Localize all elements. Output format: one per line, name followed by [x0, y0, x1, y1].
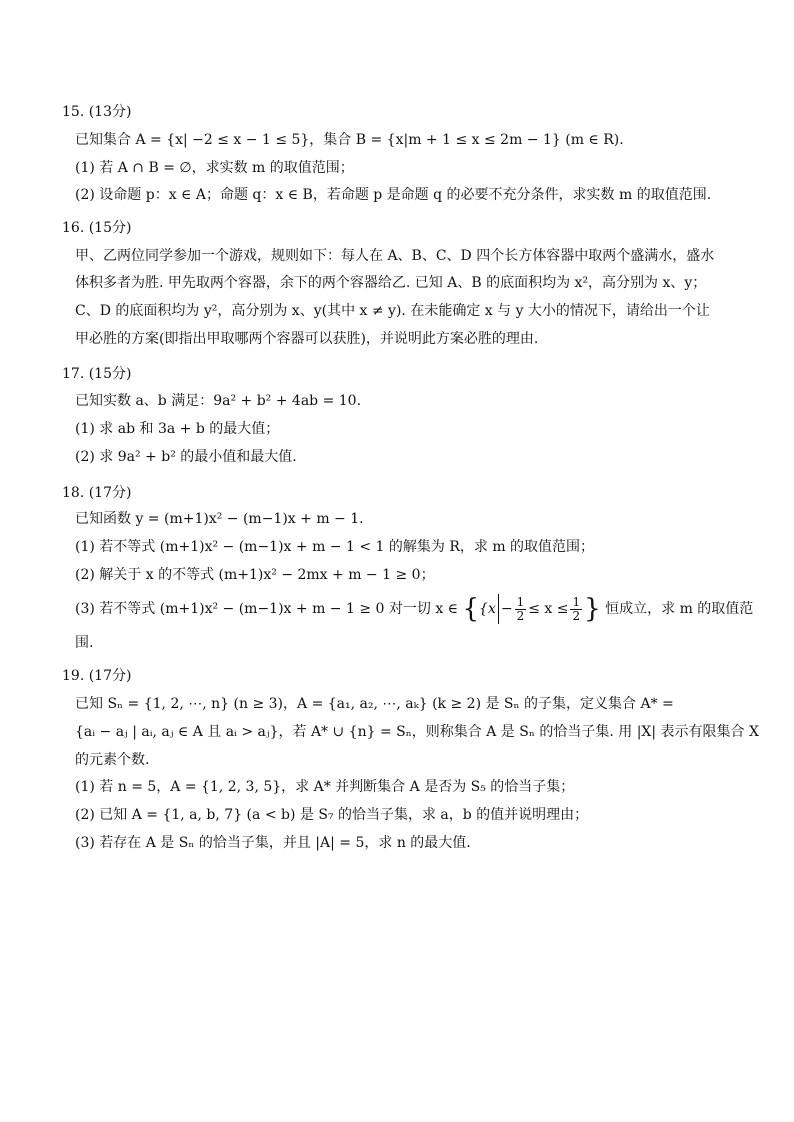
set-variable: {x: [479, 601, 496, 617]
problem-18-heading: 18. (17分): [62, 485, 132, 501]
problem-19-line-2: {aᵢ − aⱼ | aᵢ, aⱼ ∈ A 且 aᵢ > aⱼ}，若 A* ∪ {n} = Sₙ，则称集合 A 是 Sₙ 的恰当子集. 用 |X| 表示有限集合 X: [75, 724, 759, 740]
problem-16-line-3: C、D 的底面积均为 y²，高分别为 x、y(其中 x ≠ y). 在未能确定 x 与 y 大小的情况下，请给出一个让: [75, 303, 710, 319]
minus-sign: −: [500, 601, 513, 617]
fraction-denominator: 2: [516, 608, 525, 623]
problem-19-line-4: (1) 若 n = 5，A = {1, 2, 3, 5}，求 A* 并判断集合 A 是否为 S₅ 的恰当子集；: [75, 779, 575, 795]
inequality-range: ≤ x ≤: [528, 601, 569, 617]
problem-15-heading: 15. (13分): [62, 104, 132, 120]
set-divider: [498, 594, 499, 624]
problem-17-line-1: 已知实数 a、b 满足：9a² + b² + 4ab = 10.: [75, 393, 362, 409]
problem-19-heading: 19. (17分): [62, 668, 132, 684]
problem-15-line-1: 已知集合 A = {x| −2 ≤ x − 1 ≤ 5}，集合 B = {x|m + 1 ≤ x ≤ 2m − 1} (m ∈ R).: [75, 132, 624, 148]
problem-18-line-1: 已知函数 y = (m+1)x² − (m−1)x + m − 1.: [75, 511, 364, 527]
problem-17-heading: 17. (15分): [62, 366, 132, 382]
problem-18-line-3: (2) 解关于 x 的不等式 (m+1)x² − 2mx + m − 1 ≥ 0；: [75, 567, 435, 583]
problem-18-line-5: 围.: [75, 635, 94, 651]
problem-18-line-4: [75, 592, 753, 626]
problem-16-line-1: 甲、乙两位同学参加一个游戏，规则如下：每人在 A、B、C、D 四个长方体容器中取两个盛满水，盛水: [75, 248, 715, 264]
problem-19-line-6: (3) 若存在 A 是 Sₙ 的恰当子集，并且 |A| = 5，求 n 的最大值.: [75, 835, 471, 851]
problem-16-line-2: 体积多者为胜. 甲先取两个容器，余下的两个容器给乙. 已知 A、B 的底面积均为 x²，高分别为 x、y；: [75, 275, 707, 291]
problem-19-line-1: 已知 Sₙ = {1, 2, ⋯, n} (n ≥ 3)，A = {a₁, a₂, ⋯, aₖ} (k ≥ 2) 是 Sₙ 的子集，定义集合 A* =: [75, 696, 674, 712]
problem-18-part3-prefix: (3) 若不等式 (m+1)x² − (m−1)x + m − 1 ≥ 0 对一切 x ∈: [75, 601, 459, 617]
problem-16-line-4: 甲必胜的方案(即指出甲取哪两个容器可以获胜)，并说明此方案必胜的理由.: [75, 331, 539, 347]
problem-19-line-3: 的元素个数.: [75, 752, 150, 768]
problem-15-line-2: (1) 若 A ∩ B = ∅，求实数 m 的取值范围；: [75, 160, 354, 176]
problem-17-line-2: (1) 求 ab 和 3a + b 的最大值；: [75, 421, 280, 437]
fraction-one-half-right: [570, 596, 582, 623]
fraction-numerator: 1: [516, 594, 525, 609]
problem-18-part3-suffix: 恒成立，求 m 的取值范: [605, 601, 754, 617]
problem-15-line-3: (2) 设命题 p：x ∈ A；命题 q：x ∈ B，若命题 p 是命题 q 的必要不充分条件，求实数 m 的取值范围.: [75, 187, 712, 203]
problem-17-line-3: (2) 求 9a² + b² 的最小值和最大值.: [75, 449, 297, 465]
fraction-numerator: 1: [572, 594, 581, 609]
problem-16-heading: 16. (15分): [62, 220, 132, 236]
fraction-one-half-left: [515, 596, 527, 623]
problem-19-line-5: (2) 已知 A = {1, a, b, 7} (a < b) 是 S₇ 的恰当子集，求 a，b 的值并说明理由；: [75, 807, 589, 823]
problem-18-line-2: (1) 若不等式 (m+1)x² − (m−1)x + m − 1 < 1 的解集为 R，求 m 的取值范围；: [75, 539, 595, 555]
set-close-brace: }: [584, 594, 601, 624]
fraction-denominator: 2: [572, 608, 581, 623]
set-open-brace: {: [462, 594, 480, 624]
